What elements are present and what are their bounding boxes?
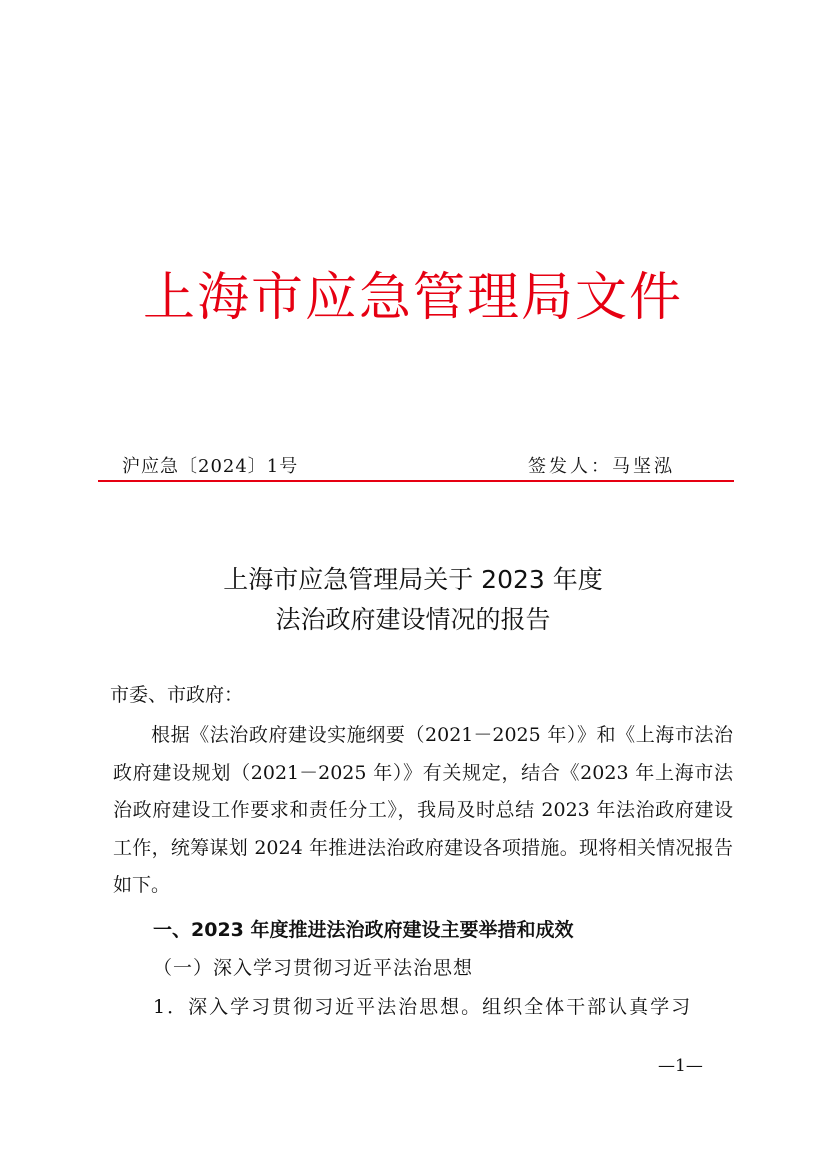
issuer-signature-line: 签发人：马坚泓: [528, 456, 675, 477]
intro-paragraph: 根据《法治政府建设实施纲要（2021－2025 年）》和《上海市法治政府建设规划（2021－2025 年）》有关规定，结合《2023 年上海市法治政府建设工作要求和责任分工》，我局及时总结 2023 年法治政府建设工作，统筹谋划 2024 年推进法治政府建设各项措施。现将相关情况报告如下。: [113, 724, 733, 897]
document-header-title: 上海市应急管理局文件: [142, 268, 683, 328]
item-paragraph: 1．深入学习贯彻习近平法治思想。组织全体干部认真学习: [153, 996, 693, 1018]
document-number: 沪应急〔2024〕1号: [122, 456, 299, 477]
report-title-line-2: 法治政府建设情况的报告: [275, 605, 551, 634]
header-divider-line: [98, 480, 734, 482]
report-title-line-1: 上海市应急管理局关于 2023 年度: [223, 565, 603, 594]
page-number: —1—: [658, 1056, 703, 1076]
subsection-heading: （一）深入学习贯彻习近平法治思想: [153, 957, 474, 979]
addressee: 市委、市政府：: [110, 684, 244, 706]
section-heading: 一、2023 年度推进法治政府建设主要举措和成效: [153, 919, 574, 941]
